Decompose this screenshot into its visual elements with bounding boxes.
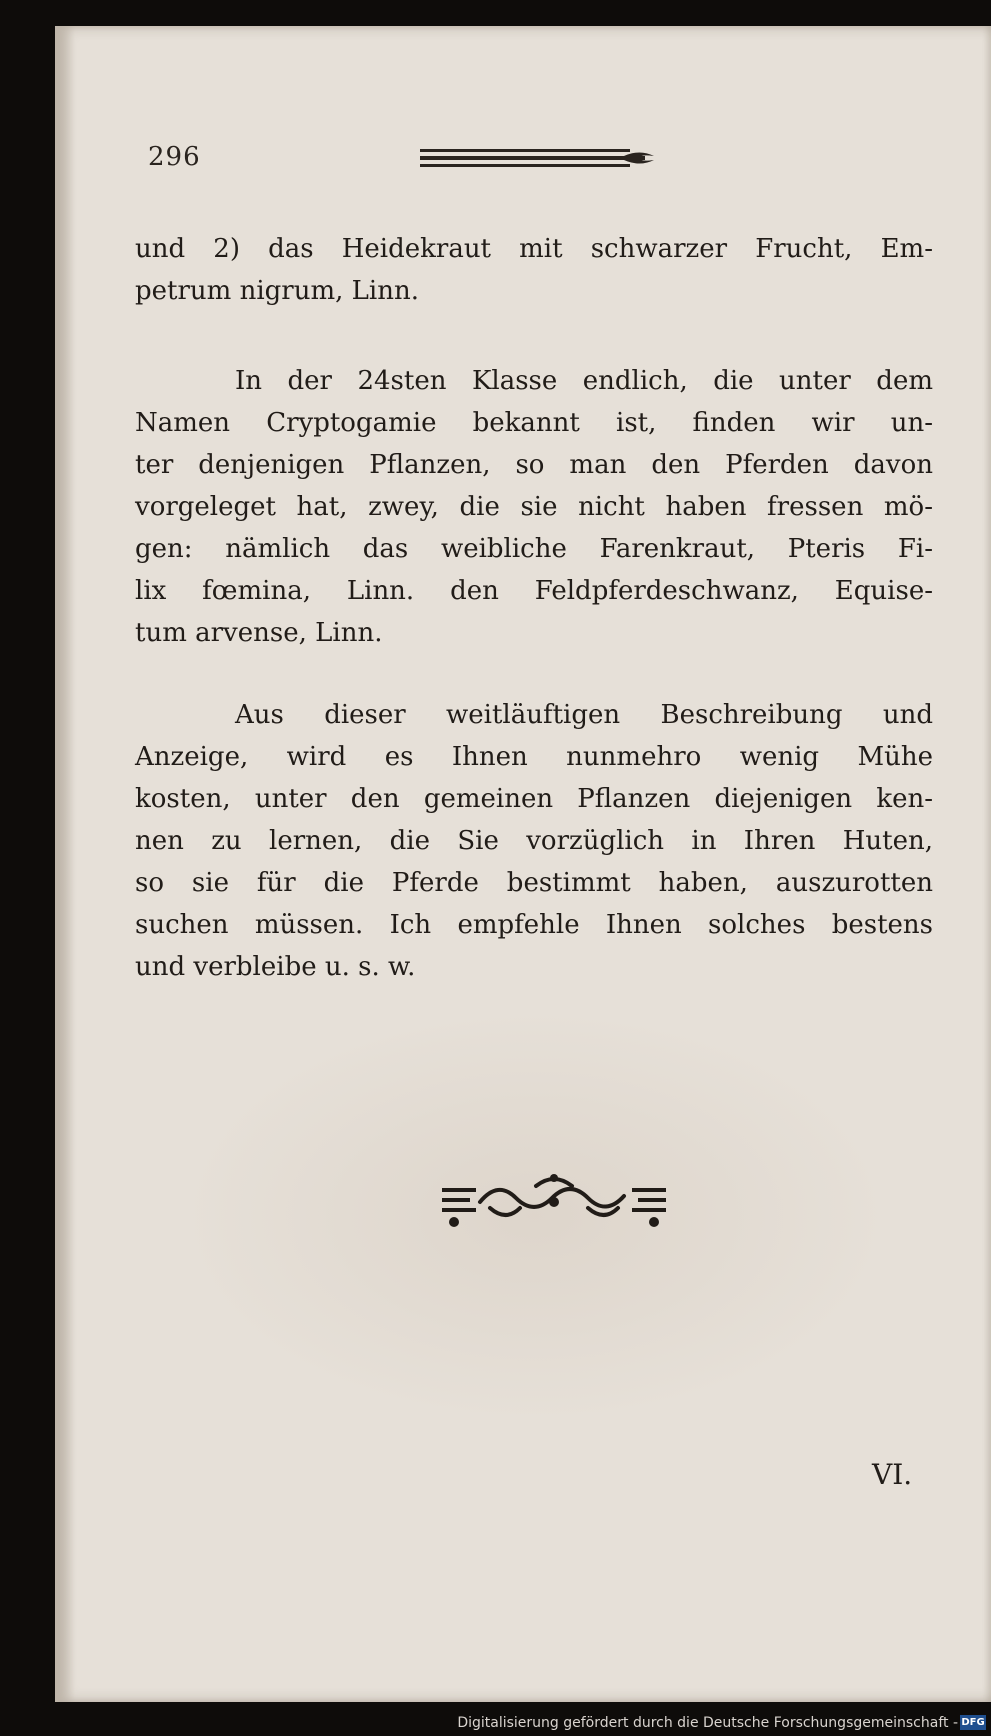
paragraph-2 — [135, 360, 933, 654]
text-line: und verbleibe u. s. w. — [135, 952, 416, 982]
text-line: Anzeige, wird es Ihnen nunmehro wenig Mühe — [135, 742, 933, 772]
text-line: tum arvense, Linn. — [135, 618, 383, 648]
notice-text: Digitalisierung gefördert durch die Deutsche Forschungsgemeinschaft - — [457, 1715, 958, 1731]
text-line: und 2) das Heidekraut mit schwarzer Frucht, Em- — [135, 234, 933, 264]
text-line: so sie für die Pferde bestimmt haben, auszurotten — [135, 868, 933, 898]
text-line: vorgeleget hat, zwey, die sie nicht haben fressen mö- — [135, 492, 933, 522]
text-line: petrum nigrum, Linn. — [135, 276, 419, 306]
text-line: kosten, unter den gemeinen Pflanzen diejenigen ken- — [135, 784, 933, 814]
text-line: suchen müssen. Ich empfehle Ihnen solches bestens — [135, 910, 933, 940]
text-line: gen: nämlich das weibliche Farenkraut, Pteris Fi- — [135, 534, 933, 564]
text-line: Namen Cryptogamie bekannt ist, finden wir un- — [135, 408, 933, 438]
catchword: VI. — [872, 1458, 913, 1491]
text-line: lix fœmina, Linn. den Feldpferdeschwanz, Equise- — [135, 576, 933, 606]
paragraph-1 — [135, 228, 933, 312]
header-rule-icon — [420, 146, 660, 170]
digitization-notice — [0, 1712, 992, 1734]
tailpiece-ornament-icon — [440, 1168, 668, 1232]
text-line: ter denjenigen Pflanzen, so man den Pferden davon — [135, 450, 933, 480]
scan-edge-strip — [991, 0, 1000, 1736]
dfg-logo-icon: DFG — [961, 1717, 985, 1728]
text-line: In der 24sten Klasse endlich, die unter dem — [235, 366, 933, 396]
text-line: Aus dieser weitläuftigen Beschreibung und — [235, 700, 933, 730]
text-line: nen zu lernen, die Sie vorzüglich in Ihren Huten, — [135, 826, 933, 856]
page-number: 296 — [148, 142, 201, 172]
paragraph-3 — [135, 694, 933, 988]
page-gutter-shadow — [55, 26, 75, 1702]
